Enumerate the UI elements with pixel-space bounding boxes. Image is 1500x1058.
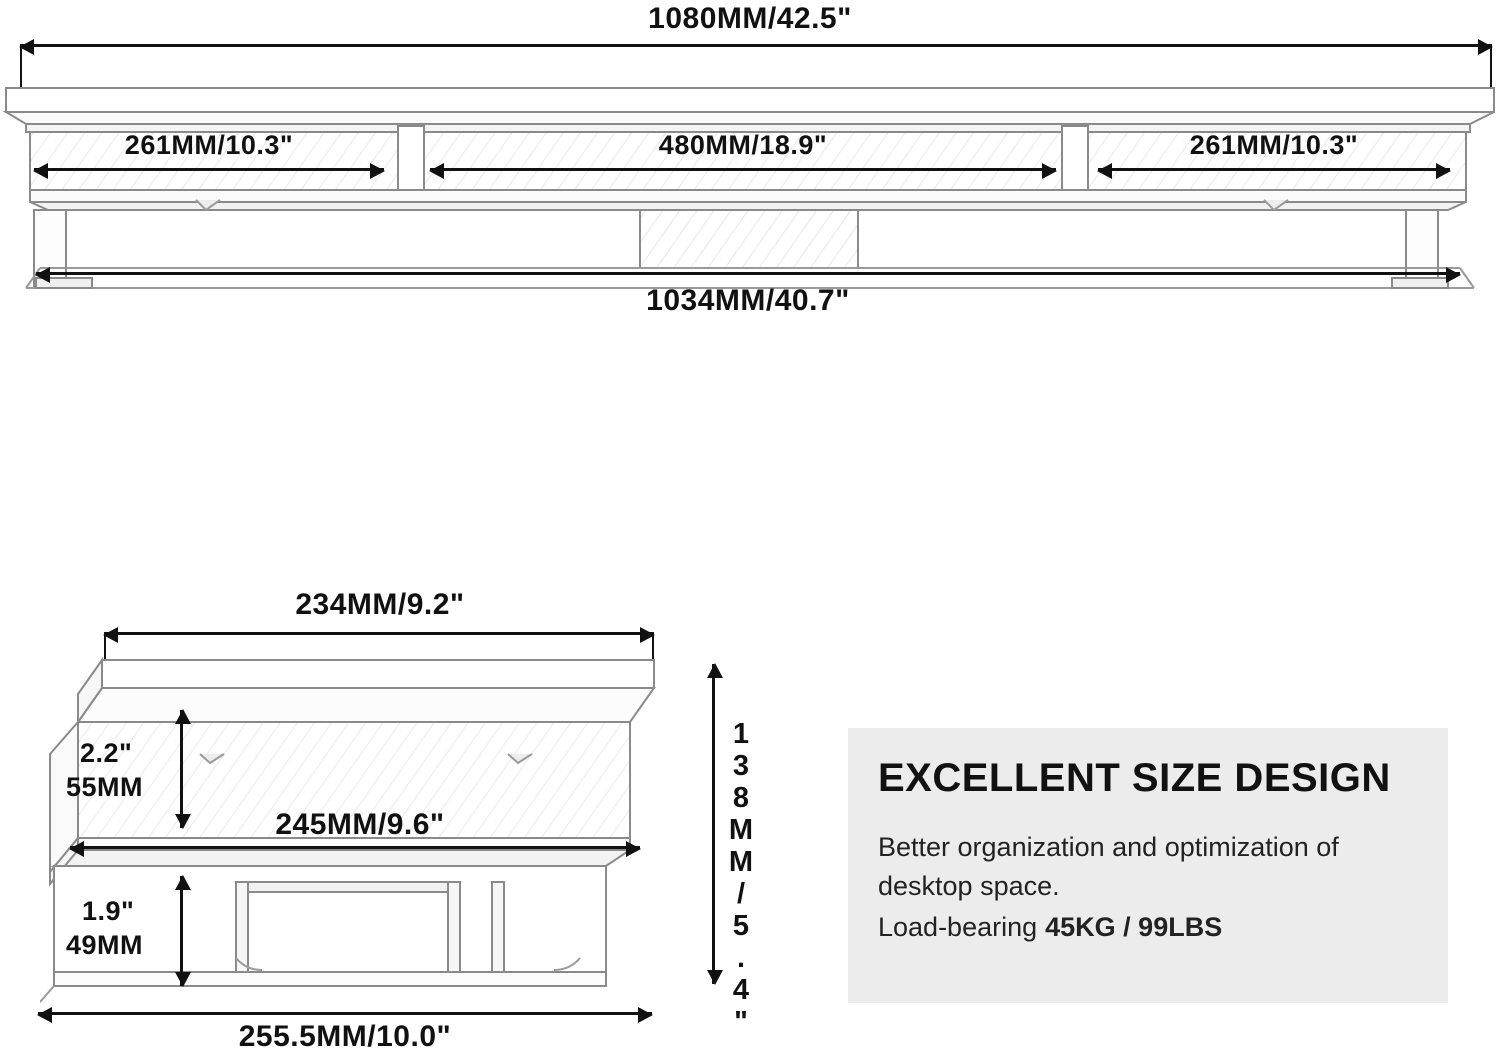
base-depth-dimension-line <box>38 1012 652 1015</box>
front-view-drawing <box>0 82 1500 292</box>
top-depth-label: 234MM/9.2" <box>295 588 465 621</box>
info-description-line-1: Better organization and optimization of <box>878 832 1339 862</box>
total-height-label: 138MM/5.4" <box>725 718 757 1038</box>
center-gap-label: 480MM/18.9" <box>658 130 828 160</box>
upper-height-mm-label: 55MM <box>66 772 144 802</box>
left-gap-dimension-line <box>34 168 384 171</box>
right-gap-dimension-line <box>1098 168 1450 171</box>
total-height-dimension-line <box>712 664 715 984</box>
lower-height-dimension-line <box>180 876 183 986</box>
load-bearing-value: 45KG / 99LBS <box>1045 912 1223 943</box>
center-gap-dimension-line <box>430 168 1056 171</box>
overall-width-label: 1080MM/42.5" <box>648 2 852 35</box>
info-description-line-2: desktop space. <box>878 871 1060 902</box>
info-panel <box>848 728 1448 1003</box>
left-gap-label: 261MM/10.3" <box>124 130 294 160</box>
top-depth-dimension-line <box>104 632 654 635</box>
lower-height-inches-label: 1.9" <box>82 896 135 926</box>
overall-width-dimension-line <box>20 44 1492 47</box>
base-depth-label: 255.5MM/10.0" <box>238 1020 452 1053</box>
load-bearing-label: Load-bearing <box>878 912 1038 943</box>
base-width-dimension-line <box>36 272 1460 275</box>
shelf-depth-dimension-line <box>70 846 640 849</box>
lower-height-mm-label: 49MM <box>66 930 144 960</box>
info-load-row <box>878 908 1438 947</box>
info-panel-title: EXCELLENT SIZE DESIGN <box>878 756 1391 800</box>
shelf-depth-label: 245MM/9.6" <box>275 808 445 841</box>
base-width-label: 1034MM/40.7" <box>646 284 850 317</box>
upper-height-inches-label: 2.2" <box>80 738 133 768</box>
right-gap-label: 261MM/10.3" <box>1189 130 1359 160</box>
info-panel-body <box>878 828 1438 947</box>
